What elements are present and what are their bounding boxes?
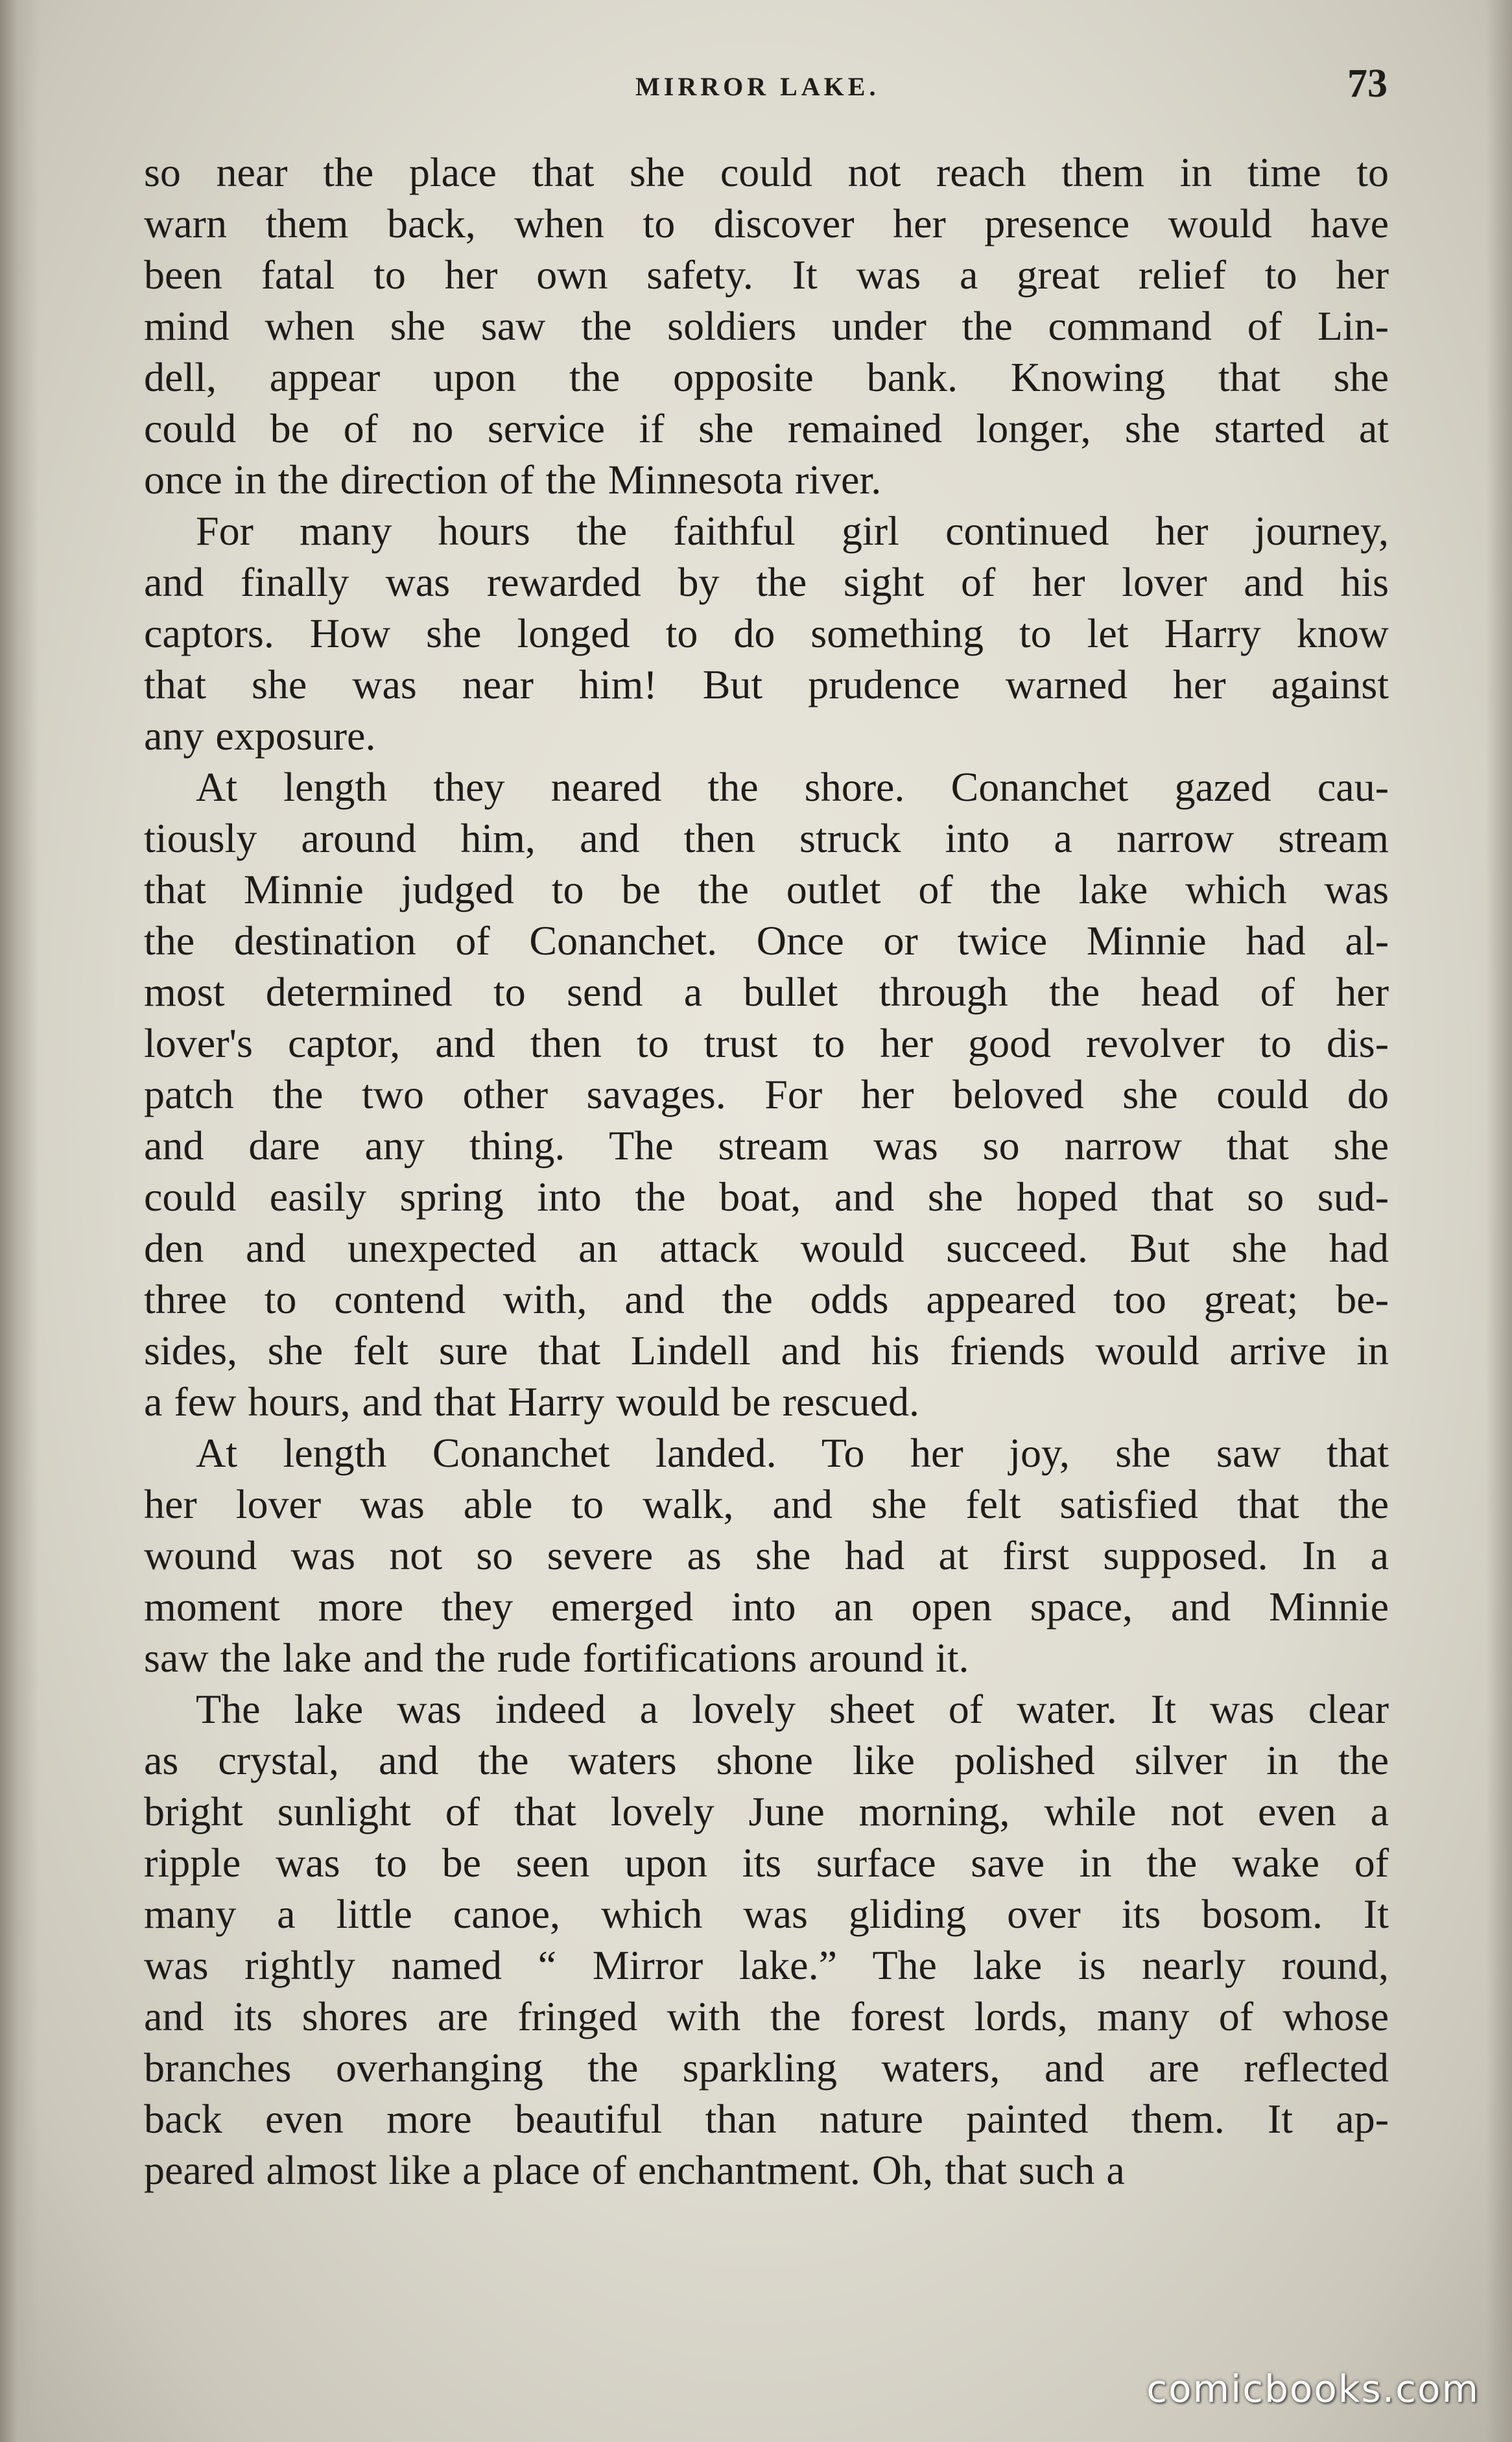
body-text xyxy=(144,147,1389,2196)
text-line: any exposure. xyxy=(144,713,376,759)
text-line: so near the place that she could not reach them in time to xyxy=(144,149,1389,195)
text-line: could easily spring into the boat, and she hoped that so sud- xyxy=(144,1174,1389,1220)
text-line: her lover was able to walk, and she felt satisfied that the xyxy=(144,1481,1389,1527)
text-line: was rightly named “ Mirror lake.” The lake is nearly round, xyxy=(144,1942,1389,1988)
text-line: that Minnie judged to be the outlet of the lake which was xyxy=(144,866,1389,912)
text-line: peared almost like a place of enchantment. Oh, that such a xyxy=(144,2147,1125,2193)
text-line: sides, she felt sure that Lindell and his friends would arrive in xyxy=(144,1327,1389,1373)
text-line: saw the lake and the rude fortifications around it. xyxy=(144,1635,969,1681)
text-line: and its shores are fringed with the forest lords, many of whose xyxy=(144,1993,1389,2039)
text-line: den and unexpected an attack would succeed. But she had xyxy=(144,1225,1389,1271)
text-line: most determined to send a bullet through the head of her xyxy=(144,969,1389,1015)
text-line: patch the two other savages. For her beloved she could do xyxy=(144,1071,1389,1117)
text-line: once in the direction of the Minnesota river. xyxy=(144,456,882,503)
text-line: For many hours the faithful girl continued her journey, xyxy=(196,508,1389,554)
text-line: and finally was rewarded by the sight of her lover and his xyxy=(144,559,1389,605)
paragraph xyxy=(144,505,1389,761)
text-line: captors. How she longed to do something to let Harry know xyxy=(144,610,1389,656)
text-line: been fatal to her own safety. It was a great relief to her xyxy=(144,252,1389,298)
text-line: three to contend with, and the odds appeared too great; be- xyxy=(144,1276,1389,1322)
text-line: At length Conanchet landed. To her joy, she saw that xyxy=(196,1430,1389,1476)
paragraph xyxy=(144,761,1389,1427)
text-line: tiously around him, and then struck into a narrow stream xyxy=(144,815,1389,861)
text-line: and dare any thing. The stream was so narrow that she xyxy=(144,1122,1389,1168)
paragraph xyxy=(144,147,1389,505)
text-line: At length they neared the shore. Conanchet gazed cau- xyxy=(196,764,1389,810)
text-line: branches overhanging the sparkling waters, and are reflected xyxy=(144,2045,1389,2091)
paragraph xyxy=(144,1427,1389,1683)
text-line: bright sunlight of that lovely June morning, while not even a xyxy=(144,1788,1389,1834)
paragraph xyxy=(144,1683,1389,2196)
text-line: The lake was indeed a lovely sheet of water. It was clear xyxy=(196,1686,1389,1732)
text-line: mind when she saw the soldiers under the command of Lin- xyxy=(144,303,1389,349)
text-line: dell, appear upon the opposite bank. Knowing that she xyxy=(144,354,1389,400)
text-line: back even more beautiful than nature painted them. It ap- xyxy=(144,2096,1389,2142)
text-line: could be of no service if she remained longer, she started at xyxy=(144,405,1389,451)
text-line: lover's captor, and then to trust to her good revolver to dis- xyxy=(144,1020,1389,1066)
running-title: MIRROR LAKE. xyxy=(635,72,880,101)
page-binding-shadow xyxy=(0,0,39,2442)
page-edge-shadow xyxy=(1486,0,1512,2442)
text-line: that she was near him! But prudence warned her against xyxy=(144,661,1389,707)
page-number: 73 xyxy=(1347,62,1388,106)
text-line: a few hours, and that Harry would be rescued. xyxy=(144,1379,920,1425)
text-line: as crystal, and the waters shone like polished silver in the xyxy=(144,1737,1389,1783)
text-line: wound was not so severe as she had at first supposed. In a xyxy=(144,1532,1389,1578)
text-line: ripple was to be seen upon its surface save in the wake of xyxy=(144,1840,1389,1886)
text-line: warn them back, when to discover her presence would have xyxy=(144,200,1389,246)
text-line: many a little canoe, which was gliding over its bosom. It xyxy=(144,1891,1389,1937)
text-line: the destination of Conanchet. Once or twice Minnie had al- xyxy=(144,918,1389,964)
watermark: comicbooks.com xyxy=(1146,2367,1480,2411)
running-head xyxy=(143,57,1388,115)
text-line: moment more they emerged into an open space, and Minnie xyxy=(144,1583,1389,1630)
